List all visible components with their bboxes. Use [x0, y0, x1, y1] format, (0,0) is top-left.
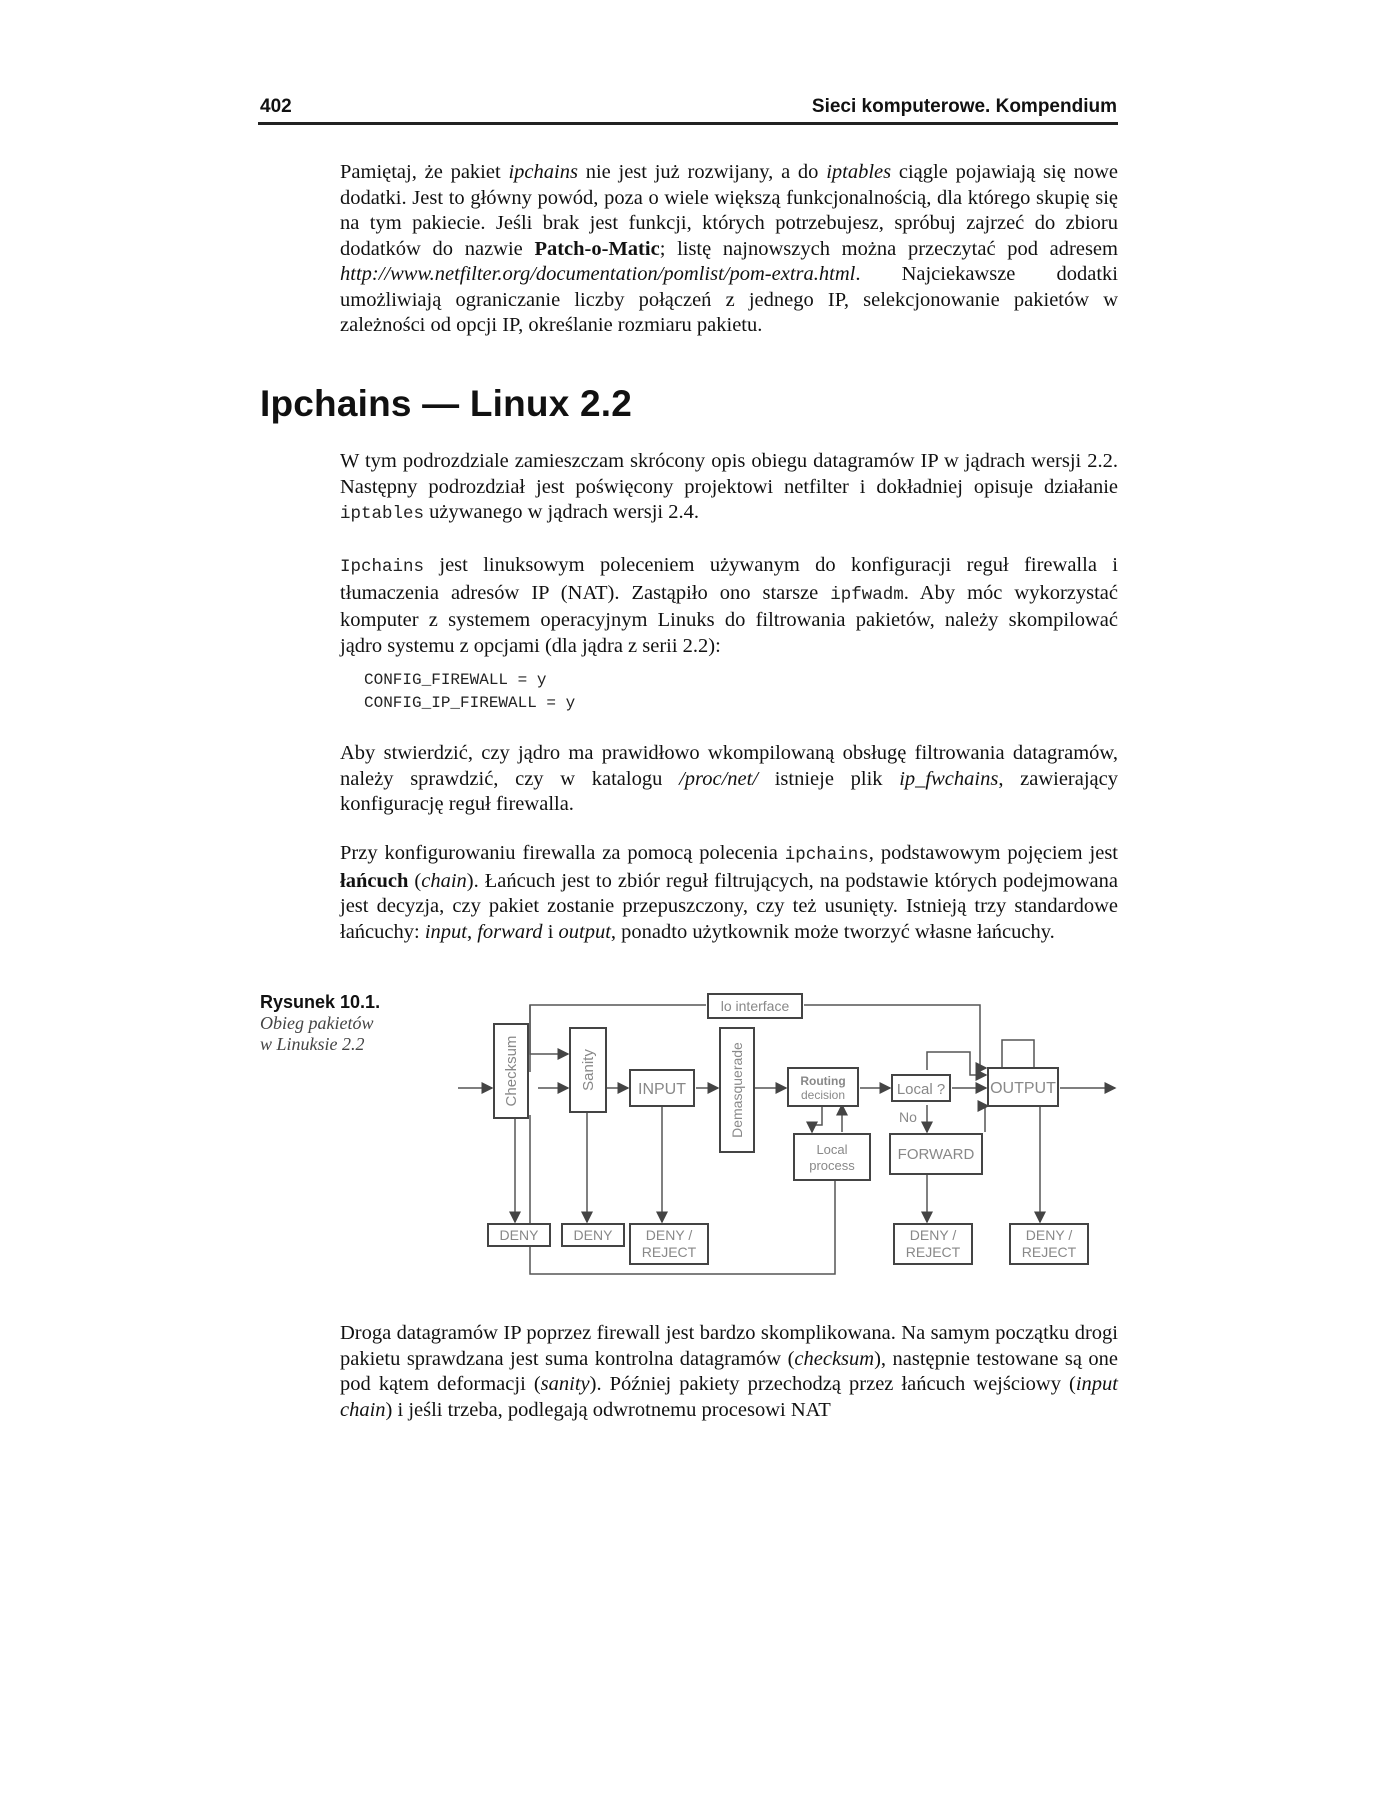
- diagram-label-lo-interface: lo interface: [720, 998, 790, 1014]
- page-number: 402: [260, 96, 292, 117]
- diagram-label-sanity: Sanity: [580, 1049, 597, 1091]
- paragraph-chains: Przy konfigurowaniu firewalla za pomocą polecenia ipchains, podstawowym pojęciem jest łańcuch (chain). Łańcuch jest to zbiór reguł filtrujących, na podstawie których podejmowana jest decyzja, czy pakiet zostanie przepuszczony, czy też usunięty. Istnieją trzy standardowe łańcuchy: input, forward i output, ponadto użytkownik może tworzyć własne łańcuchy.: [340, 842, 1119, 943]
- diagram-label-deny: DENY: [573, 1227, 613, 1243]
- diagram-label-deny-slash: DENY /: [1025, 1227, 1073, 1243]
- paragraph-datagram-path: Droga datagramów IP poprzez firewall jest bardzo skomplikowana. Na samym początku drogi pakietu sprawdzana jest suma kontrolna datagramów (checksum), następnie testowane są one pod kątem deformacji (sanity). Później pakiety przechodzą przez łańcuch wejściowy (input chain) i jeśli trzeba, podlegają odwrotnemu procesowi NAT: [340, 1322, 1119, 1421]
- diagram-label-no: No: [899, 1109, 917, 1125]
- packet-flow-diagram: [450, 980, 1120, 1300]
- diagram-label-demasquerade: Demasquerade: [729, 1042, 745, 1138]
- code-block: [364, 669, 575, 715]
- diagram-label-reject: REJECT: [905, 1244, 961, 1260]
- figure-caption-line: w Linuksie 2.2: [260, 1034, 365, 1054]
- header-rule: [258, 122, 1118, 125]
- diagram-label-routing: Routing: [800, 1074, 846, 1088]
- diagram-label-reject: REJECT: [1021, 1244, 1077, 1260]
- section-heading: Ipchains — Linux 2.2: [260, 383, 633, 424]
- running-header-title: Sieci komputerowe. Kompendium: [811, 96, 1117, 117]
- figure-caption: [260, 992, 380, 1055]
- diagram-label-local: Local: [816, 1142, 848, 1157]
- diagram-label-forward: FORWARD: [897, 1146, 975, 1163]
- paragraph-intro: Pamiętaj, że pakiet ipchains nie jest już rozwijany, a do iptables ciągle pojawiają się nowe dodatki. Jest to główny powód, poza o wiele większą funkcjonalnością, dla którego skupię się na tym pakiecie. Jeśli brak jest funkcji, których potrzebujesz, spróbuj zajrzeć do zbioru dodatków do nazwie Patch-o-Matic; listę najnowszych można przeczytać pod adresem http://www.netfilter.org/documentation/pomlist/pom-extra.html. Najciekawsze dodatki umożliwiają ograniczanie liczby połączeń z jednego IP, selekcjonowanie pakietów w zależności od opcji IP, określanie rozmiaru pakietu.: [340, 161, 1118, 336]
- diagram-label-decision: decision: [800, 1088, 846, 1102]
- diagram-label-output: OUTPUT: [990, 1080, 1056, 1097]
- diagram-label-input: INPUT: [638, 1081, 686, 1098]
- paragraph-proc-check: Aby stwierdzić, czy jądro ma prawidłowo wkompilowaną obsługę filtrowania datagramów, należy sprawdzić, czy w katalogu /proc/net/ istnieje plik ip_fwchains, zawierający konfigurację reguł firewalla.: [340, 742, 1119, 815]
- diagram-label-deny-slash: DENY /: [645, 1227, 693, 1243]
- diagram-label-checksum: Checksum: [503, 1035, 520, 1107]
- paragraph-ipchains-desc: Ipchains jest linuksowym poleceniem używanym do konfiguracji reguł firewalla i tłumaczenia adresów IP (NAT). Zastąpiło ono starsze ipfwadm. Aby móc wykorzystać komputer z systemem operacyjnym Linuks do filtrowania pakietów, należy skompilować jądro systemu z opcjami (dla jądra z serii 2.2):: [340, 554, 1119, 657]
- diagram-label-reject: REJECT: [641, 1244, 697, 1260]
- diagram-label-deny-slash: DENY /: [909, 1227, 957, 1243]
- code-line: CONFIG_FIREWALL = y: [364, 671, 547, 689]
- figure-label: Rysunek 10.1.: [260, 992, 381, 1012]
- diagram-label-process: process: [809, 1158, 855, 1173]
- diagram-label-local-question: Local ?: [896, 1081, 946, 1098]
- diagram-label-deny: DENY: [499, 1227, 539, 1243]
- code-line: CONFIG_IP_FIREWALL = y: [364, 694, 576, 712]
- url-link[interactable]: http://www.netfilter.org/documentation/pomlist/pom-extra.html: [340, 263, 856, 285]
- figure-caption-line: Obieg pakietów: [260, 1013, 374, 1033]
- paragraph-section-intro: W tym podrozdziale zamieszczam skrócony opis obiegu datagramów IP w jądrach wersji 2.2. Następny podrozdział jest poświęcony projektowi netfilter i dokładniej opisuje działanie iptables używanego w jądrach wersji 2.4.: [340, 450, 1118, 524]
